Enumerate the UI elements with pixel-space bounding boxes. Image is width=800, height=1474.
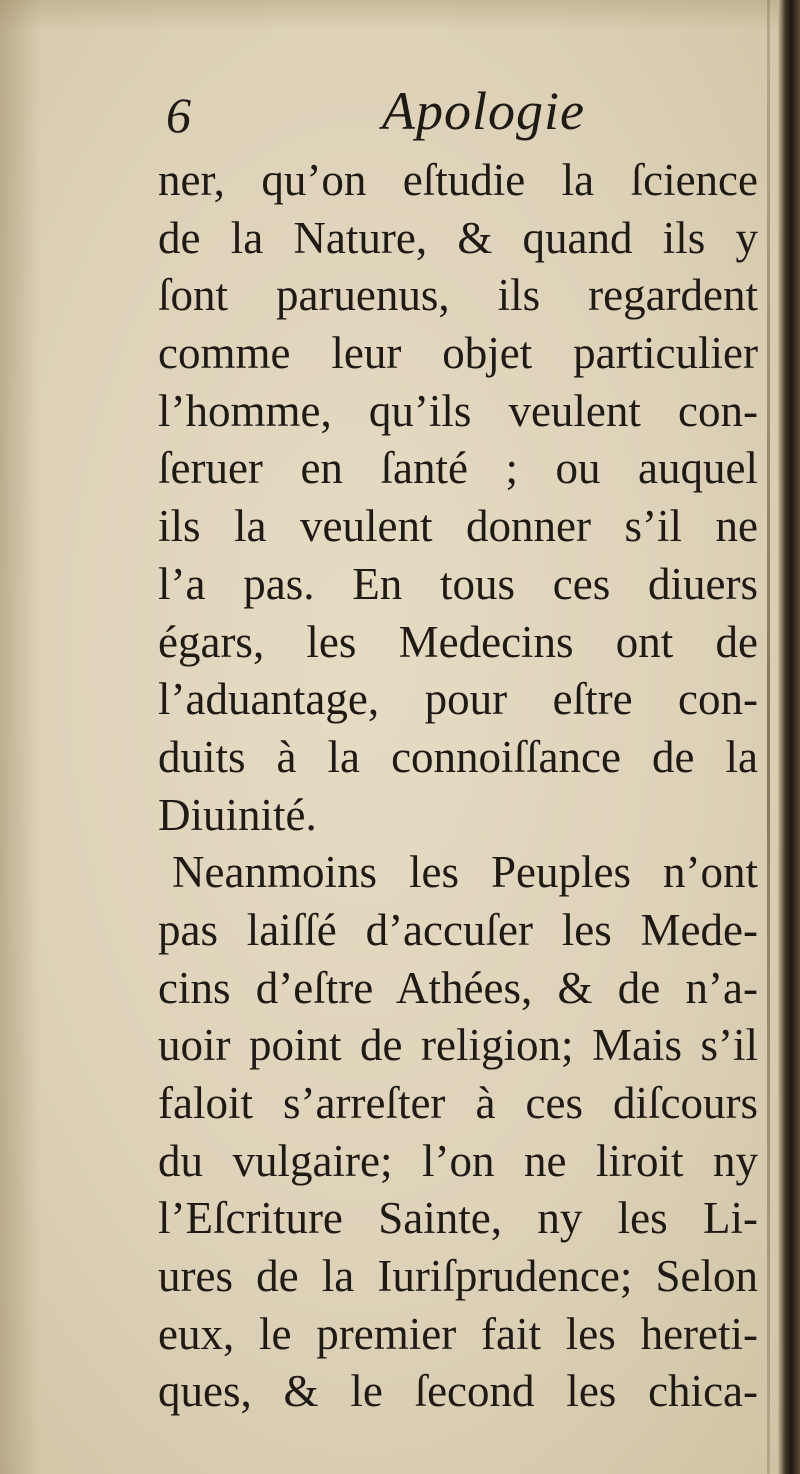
text-line: égars, les Medecins ont de — [158, 616, 758, 667]
text-line: de la Nature, & quand ils y — [158, 212, 758, 263]
text-line: l’Eſcriture Sainte, ny les Li- — [158, 1193, 758, 1244]
text-line: ures de la Iuriſprudence; Selon — [158, 1251, 758, 1302]
text-line: pas laiſſé d’accuſer les Mede- — [158, 904, 758, 955]
text-line: l’a pas. En tous ces diuers — [158, 558, 758, 609]
text-line: faloit s’arreſter à ces diſcours — [158, 1078, 758, 1128]
text-line: uoir point de religion; Mais s’il — [158, 1020, 758, 1071]
book-gutter — [778, 0, 800, 1474]
body-text — [158, 152, 758, 1421]
page-edge-shadow — [0, 0, 40, 1474]
text-line: l’aduantage, pour eſtre con- — [158, 674, 758, 725]
text-line: duits à la connoiſſance de la — [158, 731, 758, 782]
page-number: 6 — [166, 87, 191, 143]
gutter-line — [767, 0, 770, 1474]
paragraph-first-line: Neanmoins les Peuples n’ont — [172, 847, 758, 898]
text-line: ils la veulent donner s’il ne — [158, 501, 758, 552]
text-line: ſeruer en ſanté ; ou auquel — [158, 443, 758, 494]
text-line: ques, & le ſecond les chica- — [158, 1366, 758, 1417]
running-title: Apologie — [382, 81, 585, 141]
page-top-shade — [0, 0, 800, 30]
text-line: comme leur objet particulier — [158, 328, 758, 379]
text-line: eux, le premier fait les hereti- — [158, 1308, 758, 1359]
text-line: ner, qu’on eſtudie la ſcience — [158, 155, 758, 205]
text-line: Diuinité. — [158, 789, 317, 840]
text-line: ſont paruenus, ils regardent — [158, 270, 758, 321]
text-line: cins d’eſtre Athées, & de n’a- — [158, 962, 758, 1013]
page-header — [160, 82, 760, 152]
text-line: l’homme, qu’ils veulent con- — [158, 385, 758, 436]
text-line: du vulgaire; l’on ne liroit ny — [158, 1135, 758, 1186]
